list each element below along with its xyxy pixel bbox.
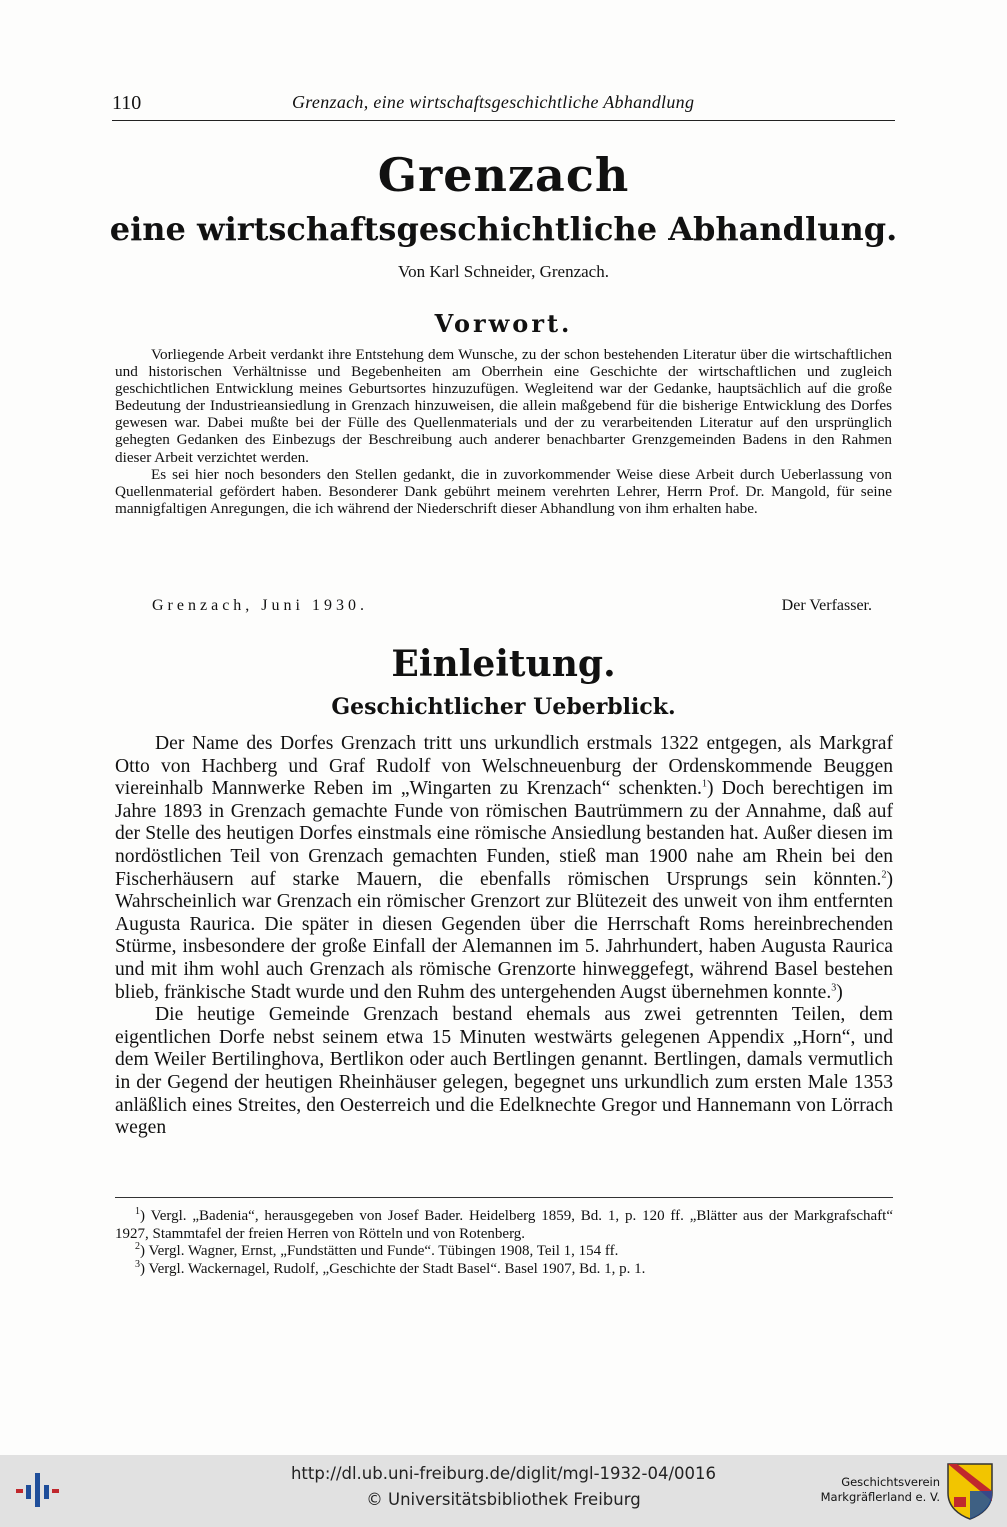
vorwort-heading: Vorwort.	[434, 309, 573, 338]
text-run: Der Name des Dorfes Grenzach tritt uns urkundlich erstmals 1322 entgegen, als Markgraf Otto von Hachberg und Graf Rudolf von Welschneuenburg der Ordenskommende Beuggen viereinhalb Mannwerke Reben im „Wingarten zu Krenzach“ schenkten.	[115, 733, 893, 800]
footnote-text: ) Vergl. Wackernagel, Rudolf, „Geschichte der Stadt Basel“. Basel 1907, Bd. 1, p. 1.	[140, 1260, 646, 1277]
footnote-text: ) Vergl. Wagner, Ernst, „Fundstätten und Funde“. Tübingen 1908, Teil 1, 154 ff.	[140, 1243, 619, 1260]
running-header	[112, 92, 895, 121]
text-run: ) Doch berechtigen im Jahre 1893 in Grenzach gemachte Funde von römischen Bautrümmern zu der Annahme, daß auf der Stelle des heutigen Dorfes einstmals eine römische Ansiedlung bestanden hat. Außer diesen im nordöstlichen Teil von Grenzach gemachten Funden, stieß man 1900 nahe am Rhein bei den Fischerhäusern auf starke Mauern, die ebenfalls römischen Ursprungs sein könnten.	[115, 778, 893, 890]
einleitung-heading: Einleitung.	[391, 643, 616, 685]
signature: Der Verfasser.	[781, 597, 872, 614]
society-name-line: Markgräflerland e. V.	[820, 1490, 940, 1504]
article-subtitle: eine wirtschaftsgeschichtliche Abhandlung.	[109, 210, 898, 248]
footnote	[115, 1208, 893, 1243]
footnote-divider	[115, 1197, 893, 1198]
running-head-title: Grenzach, eine wirtschaftsgeschichtliche Abhandlung	[292, 92, 695, 112]
copyright-notice: © Universitätsbibliothek Freiburg	[366, 1490, 641, 1509]
footnotes	[115, 1208, 893, 1278]
vorwort-paragraph: Vorliegende Arbeit verdankt ihre Entstehung dem Wunsche, zu der schon bestehenden Literatur über die wirtschaftlichen und historischen Verhältnisse und Begebenheiten am Oberrhein eine Geschichte der wirtschaftlichen und zugleich geschichtlichen Entwicklung meines Geburtsortes hinzuzufügen. Wegleitend war der Gedanke, hauptsächlich auf die große Bedeutung der Industrieansiedlung in Grenzach hinzuweisen, die allein maßgebend für die bisherige Entwicklung des Dorfes gewesen war. Dabei mußte bei der Fülle des Quellenmaterials und der zu verarbeitenden Literatur auf den ursprünglich gehegten Gedanken des Einbezugs der Beschreibung auch anderer benachbarter Grenzgemeinden Badens in den Rahmen dieser Arbeit verzichtet werden.	[115, 346, 892, 466]
society-name	[805, 1475, 940, 1505]
footnote-text: ) Vergl. „Badenia“, herausgegeben von Josef Bader. Heidelberg 1859, Bd. 1, p. 120 ff. „Blätter aus der Markgrafschaft“ 1927, Stammtafel der freien Herren von Rötteln und von Rotenberg.	[115, 1208, 893, 1242]
text-run: )	[836, 981, 843, 1003]
footnote-mark: 3	[135, 1258, 140, 1270]
body-paragraph	[115, 733, 893, 1004]
coat-of-arms-icon	[945, 1461, 995, 1521]
page-number: 110	[112, 92, 142, 114]
footnote-ref: 1	[701, 778, 707, 790]
footnote	[115, 1243, 893, 1261]
vorwort-text	[115, 346, 892, 517]
body-paragraph: Die heutige Gemeinde Grenzach bestand ehemals aus zwei getrennten Teilen, dem eigentlichen Dorfe nebst seinem etwa 15 Minuten westwärts gelegenen Appendix „Horn“, und dem Weiler Bertilinghova, Bertlikon oder auch Bertlingen genannt. Bertlingen, damals vermutlich in der Gegend der heutigen Rheinhäuser gelegen, begegnet uns urkundlich zum ersten Male 1353 anläßlich eines Streites, den Oesterreich und die Edelknechte Gregor und Hannemann von Lörrach wegen	[115, 1004, 893, 1139]
viewer-footer	[0, 1455, 1007, 1527]
permalink-url[interactable]: http://dl.ub.uni-freiburg.de/diglit/mgl-1932-04/0016	[290, 1464, 717, 1483]
text-run: ) Wahrscheinlich war Grenzach ein römischer Grenzort zur Blütezeit des unweit von ihm entfernten Augusta Raurica. Die später in diesen Gegenden über die Herrschaft Roms hereinbrechenden Stürme, insbesondere der große Einfall der Alemannen im 5. Jahrhundert, haben Augusta Raurica und mit ihm wohl auch Grenzach als römische Grenzorte hinweggefegt, während Basel bestehen blieb, fränkische Stadt wurde und den Ruhm des untergehenden Augst übernehmen konnte.	[115, 868, 893, 1003]
main-text	[115, 733, 893, 1140]
footnote-mark: 2	[135, 1241, 140, 1253]
vorwort-paragraph: Es sei hier noch besonders den Stellen gedankt, die in zuvorkommender Weise diese Arbeit durch Ueberlassung von Quellenmaterial gefördert haben. Besonderer Dank gebührt meinem verehrten Lehrer, Herrn Prof. Dr. Mangold, für seine mannigfaltigen Anregungen, die ich während der Niederschrift dieser Abhandlung von ihm erhalten habe.	[115, 465, 892, 517]
article-title: Grenzach	[377, 148, 630, 202]
vorwort-signoff	[152, 597, 872, 615]
footnote-ref: 2	[881, 869, 887, 881]
author-line: Von Karl Schneider, Grenzach.	[398, 262, 609, 281]
place-date: Grenzach, Juni 1930.	[152, 597, 368, 614]
society-name-line: Geschichtsverein	[841, 1475, 940, 1489]
footnote	[115, 1258, 893, 1279]
footnote-ref: 3	[831, 982, 837, 993]
footnote-mark: 1	[135, 1206, 140, 1217]
section-heading: Geschichtlicher Ueberblick.	[331, 694, 676, 720]
